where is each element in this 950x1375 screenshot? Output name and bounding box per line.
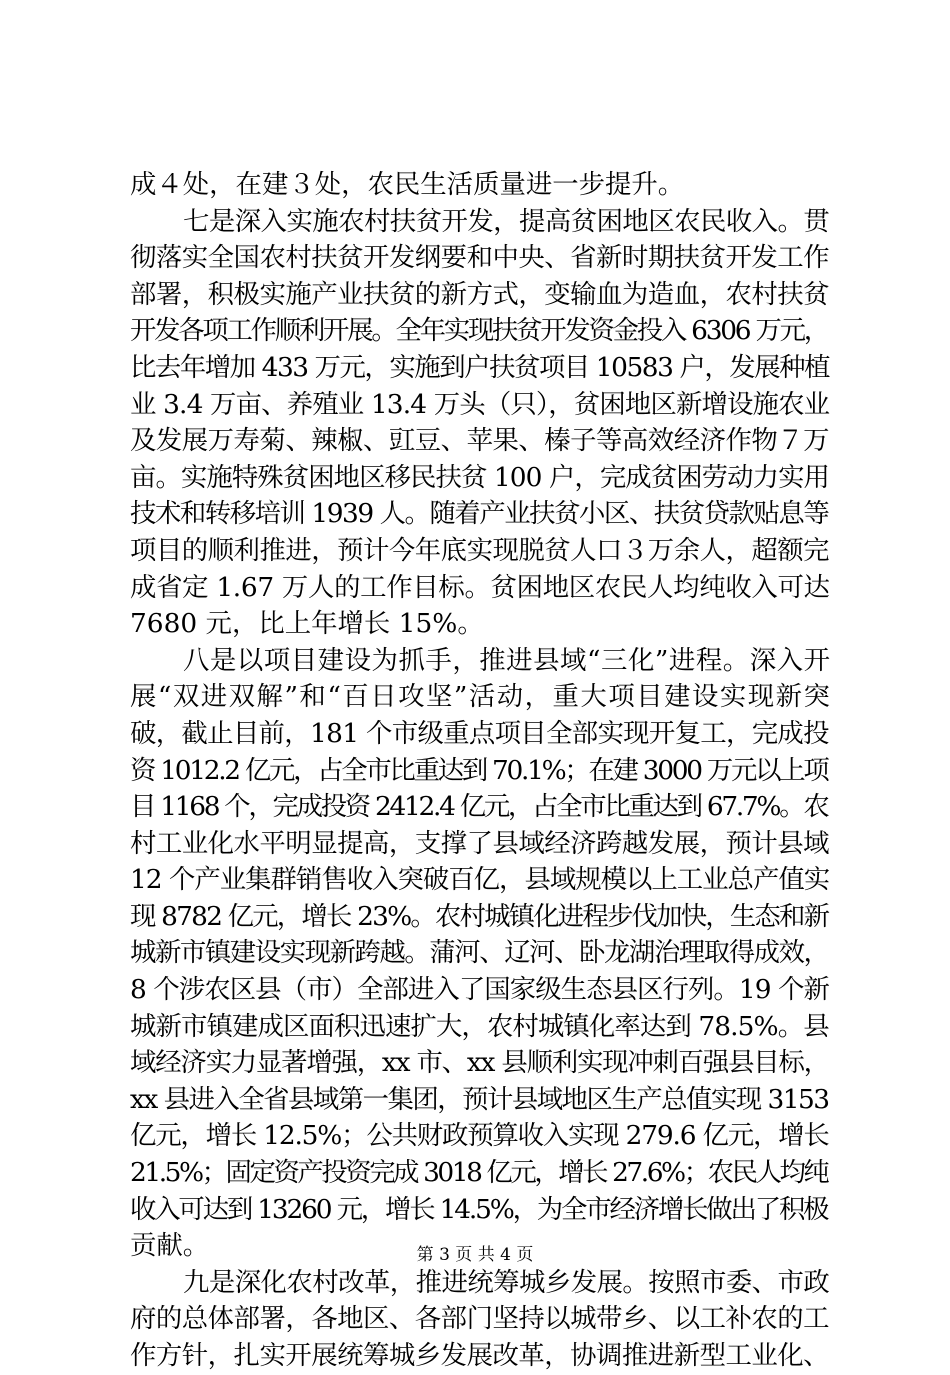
text-line: xx 县进入全省县域第一集团，预计县域地区生产总值实现 3153 bbox=[130, 1083, 829, 1115]
text-line: 目 1168 个，完成投资 2412.4 亿元，占全市比重达到 67.7%。农 bbox=[130, 791, 828, 823]
text-line: 亩。实施特殊贫困地区移民扶贫 100 户，完成贫困劳动力实用 bbox=[130, 461, 829, 493]
text-line: 八是以项目建设为抓手，推进县域“三化”进程。深入开 bbox=[183, 644, 831, 676]
text-line: 作方针，扎实开展统筹城乡发展改革，协调推进新型工业化、 bbox=[130, 1340, 830, 1371]
text-line: 城新市镇建成区面积迅速扩大，农村城镇化率达到 78.5%。县 bbox=[130, 1010, 829, 1042]
text-line: 展“双进双解”和“百日攻坚”活动，重大项目建设实现新突 bbox=[130, 681, 832, 713]
text-line: 破，截止目前，181 个市级重点项目全部实现开复工，完成投 bbox=[130, 717, 829, 749]
text-line: 开发各项工作顺利开展。全年实现扶贫开发资金投入 6306 万元， bbox=[130, 315, 828, 347]
text-line: 及发展万寿菊、辣椒、豇豆、苹果、榛子等高效经济作物７万 bbox=[130, 425, 830, 457]
text-line: 九是深化农村改革，推进统筹城乡发展。按照市委、市政 bbox=[183, 1266, 830, 1298]
text-line: 12 个产业集群销售收入突破百亿，县域规模以上工业总产值实 bbox=[130, 864, 830, 896]
text-line: 比去年增加 433 万元，实施到户扶贫项目 10583 户，发展种植 bbox=[130, 351, 830, 383]
text-line: 彻落实全国农村扶贫开发纲要和中央、省新时期扶贫开发工作 bbox=[130, 242, 830, 274]
text-line: 村工业化水平明显提高，支撑了县域经济跨越发展，预计县域 bbox=[130, 827, 830, 859]
body-text bbox=[130, 167, 830, 1375]
text-line: 8 个涉农区县（市）全部进入了国家级生态县区行列。19 个新 bbox=[130, 974, 829, 1006]
page-footer: 第 3 页 共 4 页 bbox=[416, 1245, 534, 1265]
text-line: 成４处，在建３处，农民生活质量进一步提升。 bbox=[130, 169, 685, 200]
text-line: 域经济实力显著增强，xx 市、xx 县顺利实现冲刺百强县目标， bbox=[130, 1047, 829, 1079]
text-line: 贡献。 bbox=[130, 1230, 210, 1262]
text-line: 收入可达到 13260 元，增长 14.5%，为全市经济增长做出了积极 bbox=[130, 1193, 828, 1225]
text-line: 城新市镇建设实现新跨越。蒲河、辽河、卧龙湖治理取得成效， bbox=[130, 937, 829, 969]
text-line: 业 3.4 万亩、养殖业 13.4 万头（只），贫困地区新增设施农业 bbox=[130, 388, 830, 420]
text-line: 七是深入实施农村扶贫开发，提高贫困地区农民收入。贯 bbox=[183, 205, 830, 237]
text-line: 7680 元，比上年增长 15%。 bbox=[130, 608, 484, 640]
text-line: 资 1012.2 亿元，占全市比重达到 70.1%；在建 3000 万元以上项 bbox=[130, 754, 828, 786]
text-line: 府的总体部署，各地区、各部门坚持以城带乡、以工补农的工 bbox=[130, 1303, 830, 1335]
text-line: 21.5%；固定资产投资完成 3018 亿元，增长 27.6%；农民人均纯 bbox=[130, 1157, 828, 1189]
text-line: 项目的顺利推进，预计今年底实现脱贫人口３万余人，超额完 bbox=[130, 534, 830, 566]
text-line: 部署，积极实施产业扶贫的新方式，变输血为造血，农村扶贫 bbox=[130, 278, 830, 310]
text-line: 现 8782 亿元，增长 23%。农村城镇化进程步伐加快，生态和新 bbox=[130, 900, 829, 932]
text-line: 技术和转移培训 1939 人。随着产业扶贫小区、扶贫贷款贴息等 bbox=[130, 498, 829, 530]
text-line: 亿元，增长 12.5%；公共财政预算收入实现 279.6 亿元，增长 bbox=[130, 1120, 829, 1152]
text-line: 成省定 1.67 万人的工作目标。贫困地区农民人均纯收入可达 bbox=[130, 571, 830, 603]
